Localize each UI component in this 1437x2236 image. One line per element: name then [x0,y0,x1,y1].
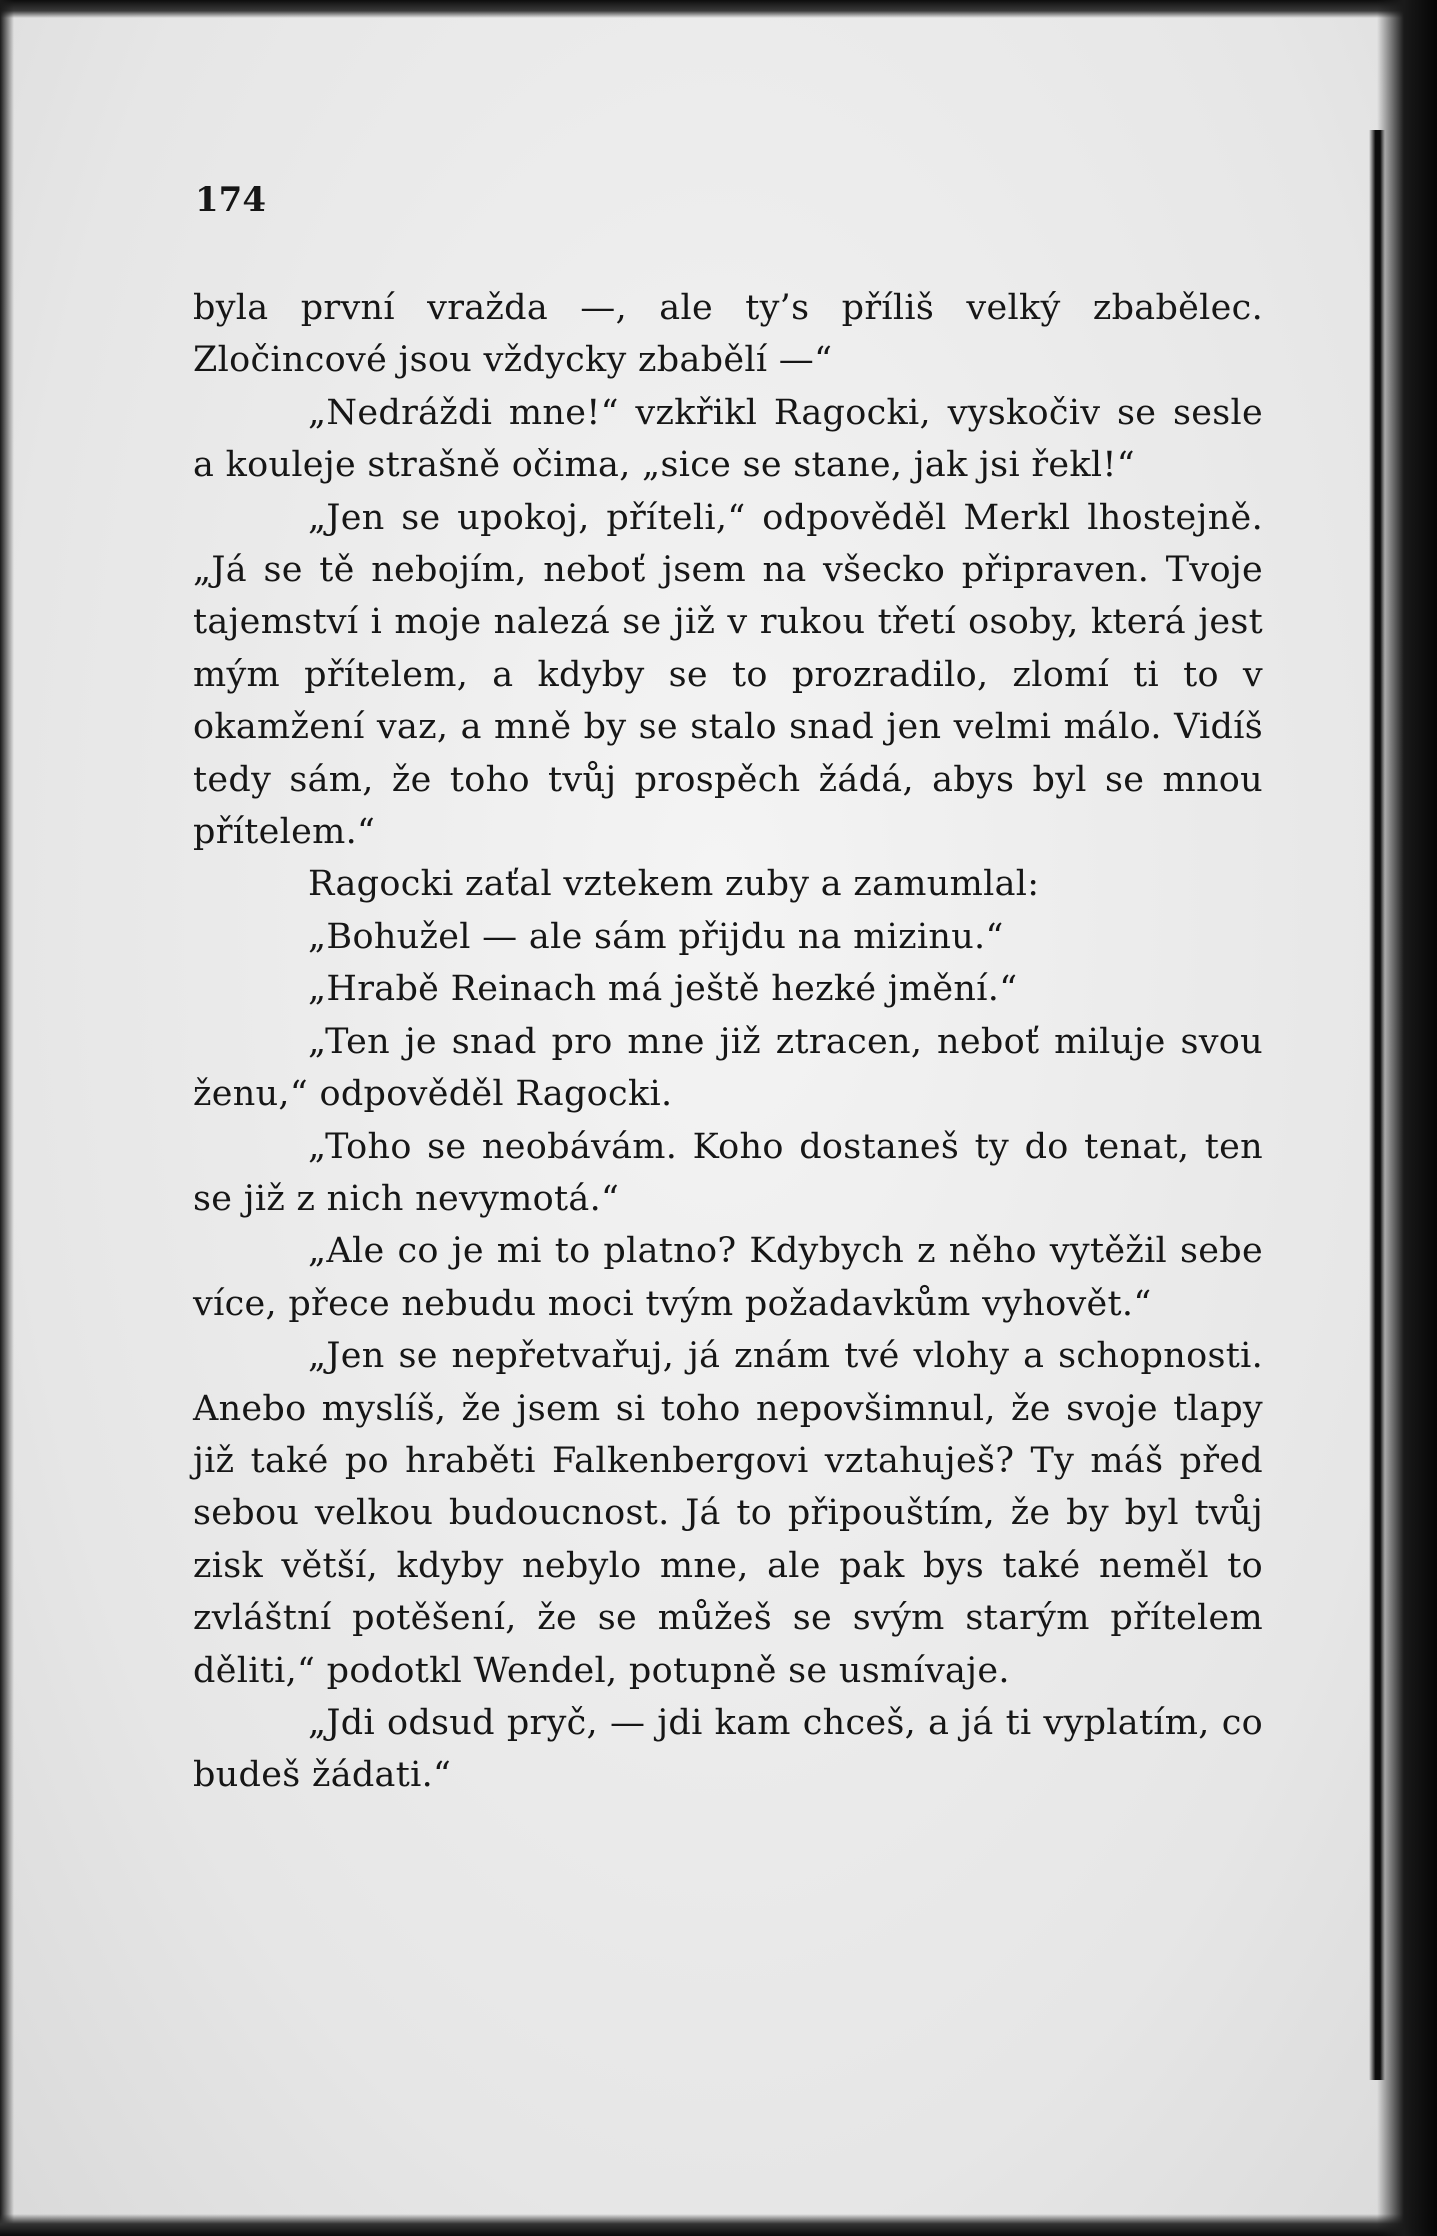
paragraph: „Jen se upokoj, příteli,“ odpověděl Merkl lhostejně. „Já se tě nebojím, neboť jsem na všecko připraven. Tvoje tajemství i moje nalezá se již v rukou třetí osoby, která jest mým přítelem, a kdyby se to prozradilo, zlomí ti to v okamžení vaz, a mně by se stalo snad jen velmi málo. Vidíš tedy sám, že toho tvůj prospěch žádá, abys byl se mnou přítelem.“ [193,497,1263,853]
paragraph: „Nedráždi mne!“ vzkřikl Ragocki, vyskočiv se sesle a kouleje strašně očima, „sice se stane, jak jsi řekl!“ [193,392,1263,486]
paragraph: „Toho se neobávám. Koho dostaneš ty do tenat, ten se již z nich nevymotá.“ [193,1126,1263,1219]
paragraph: byla první vražda —, ale ty’s příliš velký zbabělec. Zločincové jsou vždycky zbabělí —“ [193,288,1263,381]
paragraph: „Bohužel — ale sám přijdu na mizinu.“ [308,916,1004,957]
scan-edge-bottom [0,2214,1437,2236]
book-gutter-shadow [1369,130,1385,2080]
scan-edge-top [0,0,1437,18]
paragraph: „Ten je snad pro mne již ztracen, neboť miluje svou ženu,“ odpověděl Ragocki. [193,1021,1263,1115]
page-number: 174 [195,180,266,220]
paragraph: „Jen se nepřetvařuj, já znám tvé vlohy a schopnosti. Anebo myslíš, že jsem si toho nepovšimnul, že svoje tlapy již také po hraběti Falkenbergovi vztahuješ? Ty máš před sebou velkou budoucnost. Já to připouštím, že by byl tvůj zisk větší, kdyby nebylo mne, ale pak bys také neměl to zvláštní potěšení, že se můžeš se svým starým přítelem děliti,“ podotkl Wendel, potupně se usmívaje. [193,1336,1263,1691]
scan-edge-left [0,0,14,2236]
paragraph: „Jdi odsud pryč, — jdi kam chceš, a já ti vyplatím, co budeš žádati.“ [193,1702,1263,1796]
scan-edge-right [1377,0,1437,2236]
body-text [193,282,1263,1802]
paragraph: Ragocki zaťal vztekem zuby a zamumlal: [308,864,1040,905]
paragraph: „Hrabě Reinach má ještě hezké jmění.“ [308,969,1018,1010]
paragraph: „Ale co je mi to platno? Kdybych z něho vytěžil sebe více, přece nebudu moci tvým požadavkům vyhovět.“ [193,1231,1263,1324]
